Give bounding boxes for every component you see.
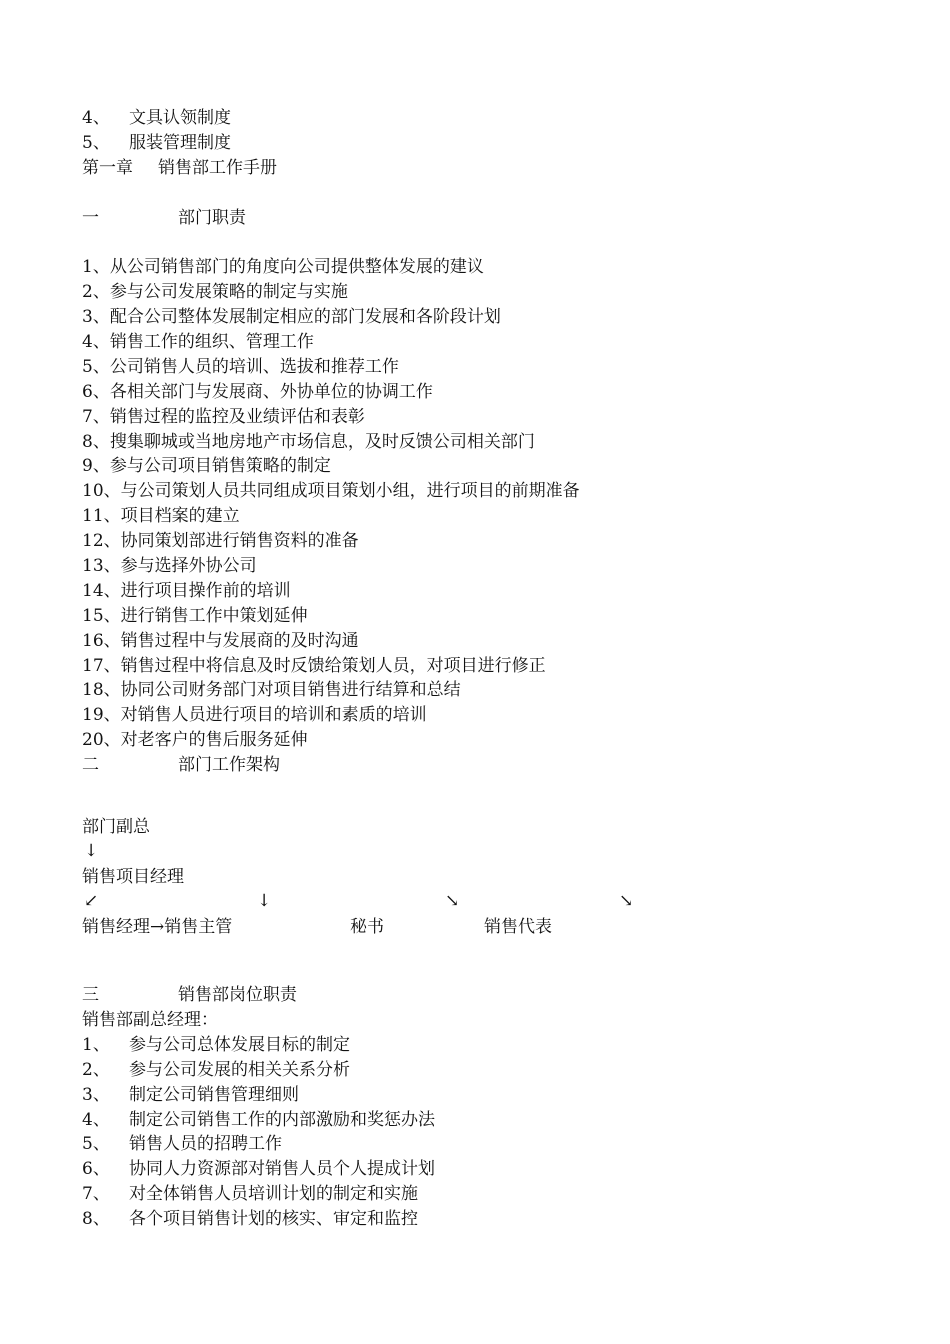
list-item: 15、进行销售工作中策划延伸 xyxy=(82,605,308,626)
list-item xyxy=(82,1182,882,1207)
arrow-down-right-icon: ↘ xyxy=(445,891,460,912)
section-number: 一 xyxy=(82,207,99,228)
duties-list xyxy=(82,255,882,753)
item-number: 4、 xyxy=(82,1109,110,1130)
item-text: 参与公司发展的相关关系分析 xyxy=(129,1059,350,1080)
list-item: 3、配合公司整体发展制定相应的部门发展和各阶段计划 xyxy=(82,307,501,328)
list-item: 8、搜集聊城或当地房地产市场信息，及时反馈公司相关部门 xyxy=(82,431,535,452)
arrow-down-icon: ↓ xyxy=(84,841,99,862)
list-item xyxy=(82,131,882,156)
chapter-heading xyxy=(82,156,882,181)
section-title: 部门职责 xyxy=(178,207,246,228)
section-heading xyxy=(82,983,882,1008)
list-item: 7、销售过程的监控及业绩评估和表彰 xyxy=(82,406,365,427)
list-item: 6、各相关部门与发展商、外协单位的协调工作 xyxy=(82,381,433,402)
section-title: 部门工作架构 xyxy=(178,755,280,776)
item-number: 2、 xyxy=(82,1059,110,1080)
section-number: 三 xyxy=(82,985,99,1006)
list-item: 16、销售过程中与发展商的及时沟通 xyxy=(82,630,359,651)
item-text: 各个项目销售计划的核实、审定和监控 xyxy=(129,1209,418,1230)
item-text: 服装管理制度 xyxy=(129,132,231,153)
item-text: 协同人力资源部对销售人员个人提成计划 xyxy=(129,1159,435,1180)
org-chart xyxy=(82,815,882,941)
list-item xyxy=(82,1058,882,1083)
list-item: 14、进行项目操作前的培训 xyxy=(82,580,291,601)
org-node-vice-general: 部门副总 xyxy=(82,817,150,838)
list-item xyxy=(82,1157,882,1182)
list-item: 11、项目档案的建立 xyxy=(82,506,240,527)
org-node-sales-manager-supervisor: 销售经理→销售主管 xyxy=(82,917,233,938)
list-item xyxy=(82,1083,882,1108)
item-text: 制定公司销售工作的内部激励和奖惩办法 xyxy=(129,1109,435,1130)
item-number: 3、 xyxy=(82,1084,110,1105)
list-item xyxy=(82,1033,882,1058)
list-item: 13、参与选择外协公司 xyxy=(82,556,257,577)
list-item: 1、从公司销售部门的角度向公司提供整体发展的建议 xyxy=(82,257,484,278)
section-title: 销售部岗位职责 xyxy=(178,985,297,1006)
list-item xyxy=(82,1132,882,1157)
item-number: 5、 xyxy=(82,132,110,153)
document-page xyxy=(82,106,882,1232)
list-item: 5、公司销售人员的培训、选拔和推荐工作 xyxy=(82,356,399,377)
item-text: 对全体销售人员培训计划的制定和实施 xyxy=(129,1184,418,1205)
item-number: 7、 xyxy=(82,1184,110,1205)
arrow-down-icon: ↓ xyxy=(257,891,272,912)
item-text: 文具认领制度 xyxy=(129,108,231,128)
list-item: 12、协同策划部进行销售资料的准备 xyxy=(82,531,359,552)
chapter-title: 销售部工作手册 xyxy=(158,157,277,178)
list-item: 20、对老客户的售后服务延伸 xyxy=(82,730,308,751)
item-number: 5、 xyxy=(82,1134,110,1155)
responsibilities-list xyxy=(82,1033,882,1232)
list-item xyxy=(82,1207,882,1232)
org-node-sales-rep: 销售代表 xyxy=(484,917,552,938)
list-item xyxy=(82,1108,882,1133)
item-number: 8、 xyxy=(82,1209,110,1230)
list-item: 17、销售过程中将信息及时反馈给策划人员，对项目进行修正 xyxy=(82,655,546,676)
org-node-secretary: 秘书 xyxy=(350,917,384,938)
section-subtitle: 销售部副总经理： xyxy=(82,1009,218,1030)
item-number: 6、 xyxy=(82,1159,110,1180)
list-item: 10、与公司策划人员共同组成项目策划小组，进行项目的前期准备 xyxy=(82,481,580,502)
list-item: 2、参与公司发展策略的制定与实施 xyxy=(82,282,348,303)
item-text: 销售人员的招聘工作 xyxy=(129,1134,282,1155)
org-node-project-manager: 销售项目经理 xyxy=(82,867,184,888)
item-text: 参与公司总体发展目标的制定 xyxy=(129,1034,350,1055)
list-item: 18、协同公司财务部门对项目销售进行结算和总结 xyxy=(82,680,461,701)
section-number: 二 xyxy=(82,755,99,776)
section-heading xyxy=(82,206,882,231)
chapter-label: 第一章 xyxy=(82,157,133,178)
item-number: 1、 xyxy=(82,1034,110,1055)
list-item: 19、对销售人员进行项目的培训和素质的培训 xyxy=(82,705,427,726)
item-number: 4、 xyxy=(82,108,110,128)
item-text: 制定公司销售管理细则 xyxy=(129,1084,299,1105)
arrow-down-right-icon: ↘ xyxy=(619,891,634,912)
list-item xyxy=(82,106,882,131)
list-item: 4、销售工作的组织、管理工作 xyxy=(82,332,314,353)
arrow-down-left-icon: ↙ xyxy=(84,891,99,912)
list-item: 9、参与公司项目销售策略的制定 xyxy=(82,456,331,477)
section-heading xyxy=(82,753,882,778)
